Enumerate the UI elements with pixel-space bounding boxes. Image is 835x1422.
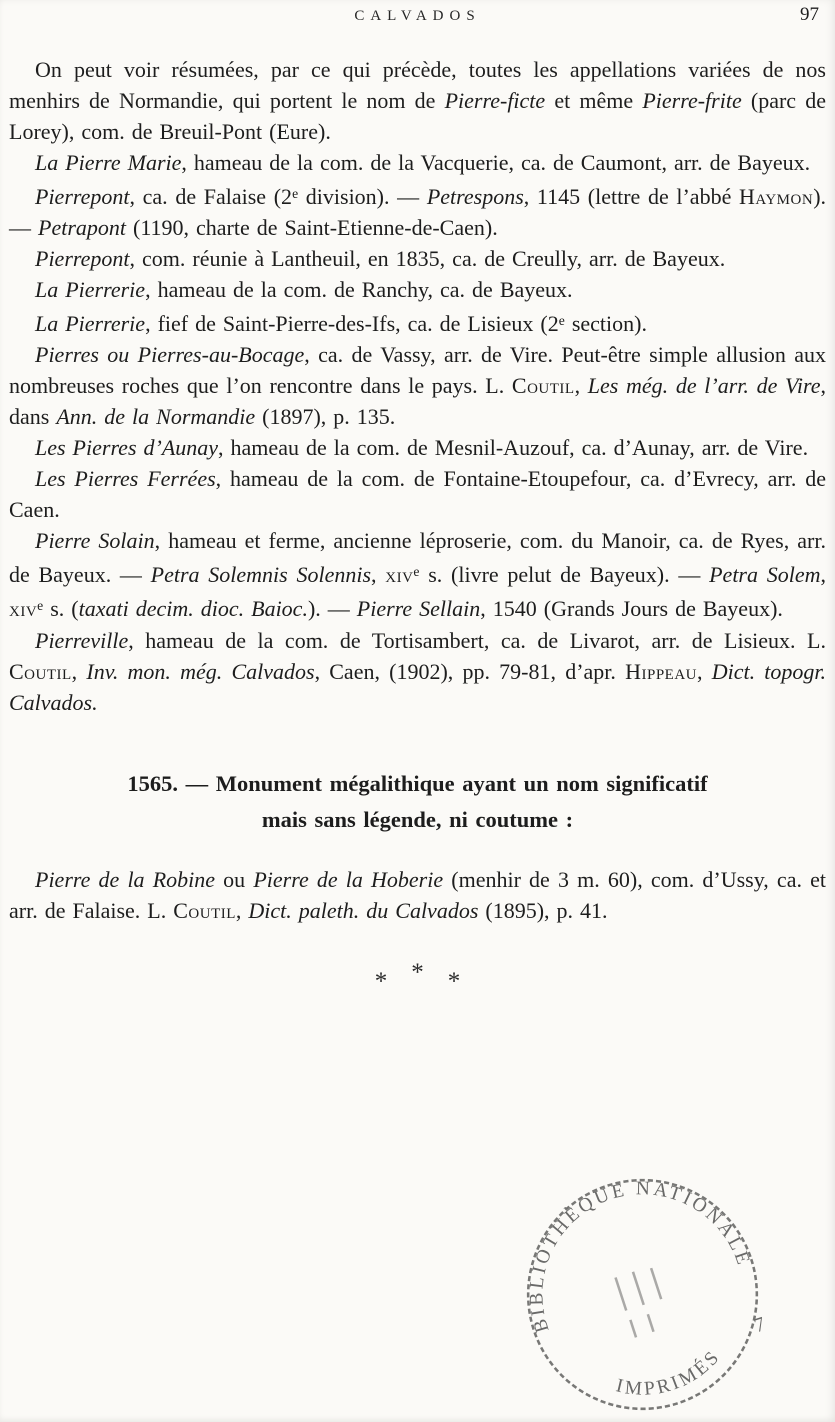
- text-segment: (parc de Lorey), com. de Breuil-Pont (Eure).: [9, 88, 826, 144]
- stamp-center-marks: [616, 1266, 671, 1338]
- text-segment: ,: [71, 658, 87, 684]
- text-segment: e: [558, 313, 565, 329]
- asterisk: *: [411, 958, 424, 986]
- text-segment: La Pierrerie: [35, 311, 146, 337]
- paragraph: [9, 178, 826, 243]
- text-segment: s. (livre pelut de Bayeux). —: [419, 562, 710, 588]
- text-segment: Pierre-frite: [642, 88, 742, 113]
- text-segment: Hippeau: [625, 658, 697, 684]
- running-title: CALVADOS: [354, 8, 481, 24]
- text-segment: , hameau de la com. de Fontaine-Etoupefour, ca. d’Evrecy, arr. de Caen.: [9, 466, 826, 523]
- paragraph: [9, 525, 826, 624]
- paragraph: [9, 864, 826, 926]
- section-heading-line2: mais sans légende, ni coutume :: [261, 806, 574, 832]
- text-segment: , ca. de Vassy, arr. de Vire. Peut-être simple allusion aux nombreuses roches que l’on rencontre dans le pays. L.: [9, 342, 826, 399]
- text-segment: Petra Solemnis Solennis: [150, 562, 372, 588]
- page-number: 97: [800, 4, 819, 25]
- text-segment: , ca. de Falaise (2: [129, 184, 293, 210]
- text-segment: ou: [215, 866, 254, 892]
- text-segment: , Caen, (1902), pp. 79-81, d’apr.: [314, 658, 626, 684]
- text-segment: Coutil: [173, 897, 236, 923]
- text-segment: Coutil: [511, 373, 575, 399]
- text-segment: Petrespons: [426, 184, 524, 210]
- text-segment: Pierrepont: [35, 184, 130, 210]
- text-segment: , 1145 (lettre de l’abbé: [523, 184, 739, 210]
- library-stamp: [488, 1140, 797, 1422]
- text-segment: Haymon: [739, 184, 814, 210]
- text-segment: e: [37, 598, 44, 614]
- paragraph: [9, 274, 826, 305]
- text-segment: Ann. de la Normandie: [56, 404, 256, 430]
- library-stamp-graphic: [488, 1140, 797, 1422]
- text-segment: xiv: [9, 596, 38, 622]
- text-segment: Pierre-ficte: [444, 88, 546, 113]
- paragraph: [9, 432, 826, 463]
- text-segment: ,: [697, 658, 712, 684]
- text-segment: Les Pierres d’Aunay: [35, 435, 219, 461]
- text-segment: Pierreville: [35, 627, 129, 653]
- paragraph: [9, 54, 826, 147]
- text-segment: s. (: [43, 596, 79, 622]
- text-segment: Pierre Solain: [35, 528, 155, 554]
- text-segment: (menhir de 3 m. 60), com. d’Ussy, ca. et arr. de Falaise. L.: [9, 866, 826, 923]
- paragraph: [9, 463, 826, 525]
- text-segment: , hameau de la com. de Ranchy, ca. de Bayeux.: [145, 277, 573, 303]
- text-segment: xiv: [385, 562, 414, 588]
- stamp-number-mark: 7: [751, 1313, 769, 1338]
- text-segment: ,: [574, 373, 588, 399]
- text-segment: , com. réunie à Lantheuil, en 1835, ca. de Creully, arr. de Bayeux.: [129, 246, 726, 272]
- text-segment: Petrapont: [38, 215, 126, 241]
- text-segment: ). —: [9, 184, 827, 241]
- text-segment: , hameau de la com. de Mesnil-Auzouf, ca. d’Aunay, arr. de Vire.: [218, 435, 809, 461]
- text-segment: Petra Solem: [709, 562, 821, 588]
- text-segment: Pierrepont: [35, 246, 130, 272]
- text-segment: ,: [235, 897, 249, 923]
- text-segment: division). —: [298, 184, 427, 210]
- text-segment: , hameau de la com. de Tortisambert, ca. de Livarot, arr. de Lisieux. L.: [128, 627, 826, 653]
- asterisk-separator: [0, 958, 835, 1002]
- stamp-bottom-text: IMPRIMÉS: [613, 1345, 726, 1401]
- text-segment: (1895), p. 41.: [478, 897, 608, 923]
- text-segment: Inv. mon. még. Calvados: [86, 658, 315, 684]
- text-segment: , 1540 (Grands Jours de Bayeux).: [480, 596, 783, 622]
- text-segment: Pierres ou Pierres-au-Bocage: [35, 342, 305, 368]
- entry-text: [0, 864, 835, 926]
- text-segment: e: [292, 186, 299, 201]
- paragraph: [9, 305, 826, 339]
- text-segment: Pierre de la Hoberie: [253, 866, 444, 892]
- section-heading-line1: 1565. — Monument mégalithique ayant un nom significatif: [127, 770, 708, 796]
- text-segment: , fief de Saint-Pierre-des-Ifs, ca. de Lisieux (2: [145, 311, 559, 337]
- section-heading: [0, 766, 835, 838]
- text-segment: ). —: [307, 596, 357, 622]
- body-text: [0, 54, 835, 718]
- asterisk: *: [447, 967, 461, 995]
- paragraph: [9, 147, 826, 178]
- text-segment: ,: [820, 562, 826, 588]
- text-segment: section).: [564, 311, 647, 337]
- text-segment: Pierre de la Robine: [35, 866, 216, 892]
- text-segment: (1897), p. 135.: [255, 404, 396, 430]
- paragraph: [9, 243, 826, 274]
- text-segment: Les Pierres Ferrées: [35, 466, 216, 492]
- text-segment: taxati decim. dioc. Baioc.: [78, 596, 308, 622]
- paragraph: [9, 339, 826, 432]
- text-segment: Les még. de l’arr. de Vire: [587, 373, 821, 399]
- text-segment: , hameau et ferme, ancienne léproserie, com. du Manoir, ca. de Ryes, arr. de Bayeux. —: [9, 528, 826, 588]
- text-segment: ,: [371, 562, 386, 588]
- text-segment: (1190, charte de Saint-Etienne-de-Caen).: [126, 215, 498, 241]
- text-segment: , dans: [9, 373, 826, 430]
- text-segment: et même: [545, 88, 643, 113]
- text-segment: Dict. paleth. du Calvados: [248, 897, 479, 923]
- paragraph: [9, 625, 826, 718]
- page-header: [0, 0, 835, 34]
- text-segment: La Pierre Marie: [35, 150, 182, 175]
- text-segment: Coutil: [9, 658, 72, 684]
- text-segment: Dict. topogr. Calvados.: [9, 658, 827, 715]
- text-segment: On peut voir résumées, par ce qui précède, toutes les appellations variées de nos menhirs de Normandie, qui portent le nom de: [9, 57, 826, 113]
- text-segment: , hameau de la com. de la Vacquerie, ca. de Caumont, arr. de Bayeux.: [181, 150, 811, 175]
- stamp-top-text: BIBLIOTHÈQUE NATIONALE: [526, 1178, 755, 1335]
- text-segment: e: [413, 564, 420, 580]
- asterisk: *: [374, 967, 388, 995]
- text-segment: Pierre Sellain: [356, 596, 481, 622]
- text-segment: La Pierrerie: [35, 277, 146, 303]
